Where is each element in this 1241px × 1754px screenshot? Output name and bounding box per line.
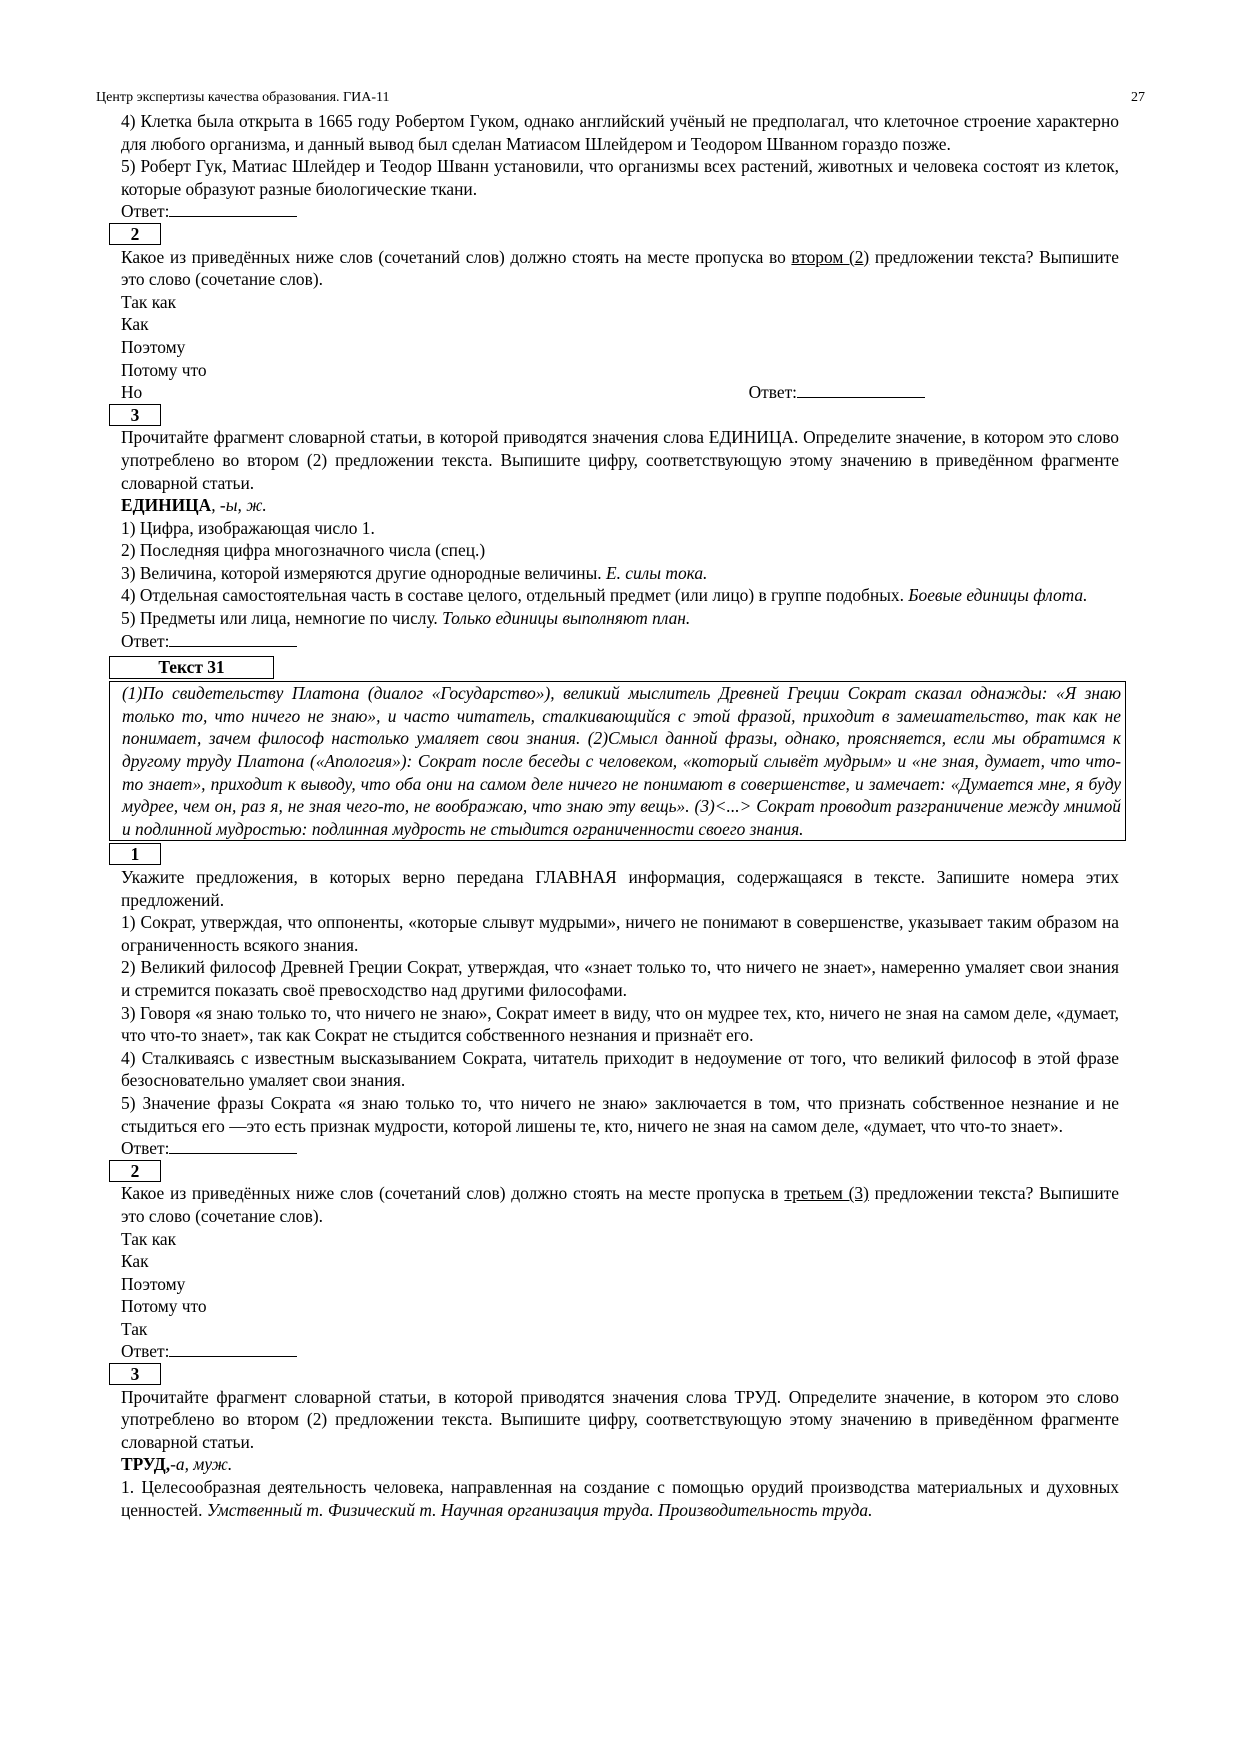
answer-blank[interactable] (169, 632, 297, 647)
option-5: 5) Значение фразы Сократа «я знаю только то, что ничего не знаю» заключается в том, что признать собственное незнание и не стыдиться его —это есть признак мудрости, которой лишены те, кто, ничего не зная на самом деле, «думает, что что-то знает». (121, 1092, 1119, 1136)
option-item: Так (121, 1318, 148, 1339)
definition-2: 2) Последняя цифра многозначного числа (спец.) (121, 540, 486, 561)
option-5: 5) Роберт Гук, Матиас Шлейдер и Теодор Шванн установили, что организмы всех растений, животных и человека состоят из клеток, которые образуют разные биологические ткани. (121, 156, 1119, 199)
option-item: Так как (121, 291, 177, 312)
option-3: 3) Говоря «я знаю только то, что ничего не знаю», Сократ имеет в виду, что он мудрее тех, кто, ничего не зная на самом деле, «думает, что что-то знает», так как Сократ не стыдится собственного незнания и признаёт его. (121, 1002, 1119, 1046)
dictionary-headword: ТРУД,-а, муж. (121, 1454, 233, 1475)
answer-blank[interactable] (169, 202, 297, 217)
option-1: 1) Сократ, утверждая, что оппоненты, «которые слывут мудрыми», ничего не понимают в совершенстве, указывает таким образом на ограниченность всякого знания. (121, 912, 1119, 955)
answer-line: Ответ: (121, 200, 1119, 223)
task-question: Какое из приведённых ниже слов (сочетаний слов) должно стоять на месте пропуска в третьем (3) предложении текста? Выпишите это слово (сочетание слов). (121, 1183, 1119, 1226)
option-item: Как (121, 314, 149, 335)
option-item: Но (121, 382, 143, 403)
answer-blank[interactable] (797, 383, 925, 398)
task-question: Прочитайте фрагмент словарной статьи, в которой приводятся значения слова ЕДИНИЦА. Определите значение, в котором это слово употреблено во втором (2) предложении текста. Выпишите цифру, соответствующую этому значению в приведённом фрагменте словарной статьи. (121, 427, 1119, 493)
option-item: Потому что (121, 1296, 207, 1317)
option-item: Так как (121, 1228, 177, 1249)
option-item: Потому что (121, 359, 207, 380)
option-row (121, 381, 1119, 404)
option-2: 2) Великий философ Древней Греции Сократ, утверждая, что «знает только то, что ничего не знает», намеренно умаляет свои знания и стремится показать своё превосходство над другими философами. (121, 957, 1119, 1000)
option-item: Как (121, 1251, 149, 1272)
answer-line: Ответ: (121, 1137, 1119, 1160)
definition-1: 1. Целесообразная деятельность человека, направленная на создание с помощью орудий производства материальных и духовных ценностей. Умственный т. Физический т. Научная организация труда. Производительность труда. (121, 1477, 1119, 1520)
page-number: 27 (1131, 90, 1145, 105)
task-question: Какое из приведённых ниже слов (сочетаний слов) должно стоять на месте пропуска во втором (2) предложении текста? Выпишите это слово (сочетание слов). (121, 246, 1119, 290)
text-label: Текст 31 (109, 656, 274, 679)
text-passage (109, 681, 1126, 841)
task-number: 2 (109, 1160, 161, 1182)
answer-blank[interactable] (169, 1139, 297, 1154)
task-number: 2 (109, 223, 161, 245)
definition-3: 3) Величина, которой измеряются другие однородные величины. Е. силы тока. (121, 562, 708, 583)
answer-line: Ответ: (121, 1340, 1119, 1363)
answer-line: Ответ: (121, 630, 1119, 653)
option-4: 4) Сталкиваясь с известным высказыванием Сократа, читатель приходит в недоумение от того, что великий философ в этой фразе безосновательно умаляет свои знания. (121, 1047, 1119, 1091)
header-title: Центр экспертизы качества образования. ГИА-11 (96, 90, 390, 105)
answer-blank[interactable] (169, 1342, 297, 1357)
passage-body: (1)По свидетельству Платона (диалог «Государство»), великий мыслитель Древней Греции Сократ сказал однажды: «Я знаю только то, что ничего не знаю», и часто читатель, сталкивающийся с этой фразой, приходит в замешательство, так как не понимает, зачем философ настолько умаляет свои знания. (2)Смысл данной фразы, однако, проясняется, если мы обратимся к другому труду Платона («Апология»): Сократ после беседы с человеком, «который слывёт мудрым» и «не зная, думает, что что-то знает», приходит к выводу, что оба они на самом деле ничего не понимают в совершенстве, и замечает: «Думается мне, я буду мудрее, чем он, раз я, не зная чего-то, не воображаю, что знаю эту вещь». (3)<...> Сократ проводит разграничение между мнимой и подлинной мудростью: подлинная мудрость не стыдится ограниченности своего знания. (122, 683, 1121, 839)
option-item: Поэтому (121, 336, 186, 357)
task-number: 3 (109, 1363, 161, 1385)
task-number: 1 (109, 843, 161, 865)
dictionary-headword: ЕДИНИЦА, -ы, ж. (121, 495, 267, 516)
definition-1: 1) Цифра, изображающая число 1. (121, 517, 375, 538)
answer-line: Ответ: (749, 381, 925, 404)
page-content (121, 110, 1119, 1521)
task-number: 3 (109, 404, 161, 426)
page-header (96, 90, 1145, 106)
definition-4: 4) Отдельная самостоятельная часть в составе целого, отдельный предмет (или лицо) в группе подобных. Боевые единицы флота. (121, 585, 1088, 606)
definition-5: 5) Предметы или лица, немногие по числу. Только единицы выполняют план. (121, 608, 691, 629)
task-question: Прочитайте фрагмент словарной статьи, в которой приводятся значения слова ТРУД. Определите значение, в котором это слово употреблено во втором (2) предложении текста. Выпишите цифру, соответствующую этому значению в приведённом фрагменте словарной статьи. (121, 1386, 1119, 1452)
option-4: 4) Клетка была открыта в 1665 году Робертом Гуком, однако английский учёный не предполагал, что клеточное строение характерно для любого организма, и данный вывод был сделан Матиасом Шлейдером и Теодором Шванном гораздо позже. (121, 111, 1119, 154)
task-question: Укажите предложения, в которых верно передана ГЛАВНАЯ информация, содержащаяся в тексте. Запишите номера этих предложений. (121, 867, 1119, 910)
option-item: Поэтому (121, 1273, 186, 1294)
